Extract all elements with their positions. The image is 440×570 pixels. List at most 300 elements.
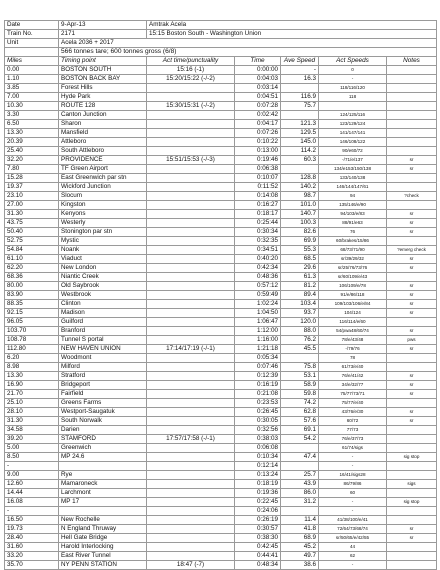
time-cell: 0:48:34	[235, 561, 281, 570]
notes-cell	[387, 174, 437, 183]
timing-point-cell: MP 17	[59, 498, 147, 507]
miles-cell: 5.00	[5, 444, 59, 453]
ave-speed-cell	[281, 84, 319, 93]
act-speeds-cell: 75/77/e/40	[319, 399, 387, 408]
miles-cell: 68.36	[5, 273, 59, 282]
timing-point-cell: Mamaroneck	[59, 480, 147, 489]
table-row	[5, 264, 437, 273]
timing-point-cell: Hyde Park	[59, 93, 147, 102]
act-time-cell	[147, 390, 235, 399]
act-time-cell	[147, 138, 235, 147]
table-row	[5, 354, 437, 363]
table-row	[5, 210, 437, 219]
act-time-cell	[147, 183, 235, 192]
notes-cell	[387, 516, 437, 525]
act-time-cell	[147, 210, 235, 219]
time-cell: 0:23:53	[235, 399, 281, 408]
timing-point-cell: Stratford	[59, 372, 147, 381]
act-time-cell	[147, 489, 235, 498]
ave-speed-cell: 55.3	[281, 246, 319, 255]
col-act-time: Act time/punctuality	[147, 57, 235, 66]
notes-cell	[387, 435, 437, 444]
act-time-cell	[147, 291, 235, 300]
timing-point-cell: New Rochelle	[59, 516, 147, 525]
time-cell: 0:07:28	[235, 102, 281, 111]
miles-cell: 7.00	[5, 93, 59, 102]
ave-speed-cell	[281, 165, 319, 174]
act-speeds-cell: -	[319, 453, 387, 462]
notes-cell: sr	[387, 282, 437, 291]
col-act-speeds: Act Speeds	[319, 57, 387, 66]
notes-cell	[387, 93, 437, 102]
time-cell: 0:57:12	[235, 282, 281, 291]
table-row	[5, 363, 437, 372]
miles-cell: 27.00	[5, 201, 59, 210]
act-time-cell	[147, 201, 235, 210]
act-time-cell	[147, 93, 235, 102]
ave-speed-cell: 89.4	[281, 291, 319, 300]
miles-cell: 12.60	[5, 480, 59, 489]
miles-cell: 13.30	[5, 129, 59, 138]
miles-cell: 61.10	[5, 255, 59, 264]
miles-cell: 83.90	[5, 291, 59, 300]
table-row	[5, 543, 437, 552]
miles-cell: 10.30	[5, 102, 59, 111]
timing-point-cell: East River Tunnel	[59, 552, 147, 561]
miles-cell: 31.30	[5, 417, 59, 426]
ave-speed-cell	[281, 444, 319, 453]
miles-cell: 23.10	[5, 192, 59, 201]
miles-cell: 54.84	[5, 246, 59, 255]
act-speeds-cell: 34/e/32/77	[319, 381, 387, 390]
timing-point-cell: PROVIDENCE	[59, 156, 147, 165]
act-speeds-cell: 61/74/sigs	[319, 444, 387, 453]
miles-cell: 31.60	[5, 543, 59, 552]
act-speeds-cell: 146/108/122	[319, 138, 387, 147]
act-time-cell	[147, 516, 235, 525]
time-cell: 0:26:19	[235, 516, 281, 525]
act-speeds-cell: -	[319, 507, 387, 516]
notes-cell: sr	[387, 309, 437, 318]
timing-point-cell: Mystic	[59, 237, 147, 246]
ave-speed-cell: 88.0	[281, 327, 319, 336]
miles-cell: 13.30	[5, 372, 59, 381]
ave-speed-cell: 45.2	[281, 543, 319, 552]
ave-speed-cell: 59.8	[281, 390, 319, 399]
notes-cell	[387, 318, 437, 327]
act-speeds-cell: 76/e/37/73	[319, 435, 387, 444]
act-time-cell	[147, 255, 235, 264]
ave-speed-cell: 69.1	[281, 426, 319, 435]
act-time-cell	[147, 147, 235, 156]
act-time-cell: 15:51/15:53 (-/-3)	[147, 156, 235, 165]
act-speeds-cell: 94	[319, 192, 387, 201]
header-row-date	[5, 21, 437, 30]
time-cell: 0:16:19	[235, 381, 281, 390]
act-time-cell	[147, 282, 235, 291]
act-time-cell	[147, 552, 235, 561]
timing-point-cell: Kingston	[59, 201, 147, 210]
miles-cell: 16.50	[5, 516, 59, 525]
table-row	[5, 246, 437, 255]
time-cell: 0:42:45	[235, 543, 281, 552]
act-speeds-cell: 72/64/73/68/74	[319, 525, 387, 534]
act-speeds-cell: 77/73	[319, 426, 387, 435]
act-speeds-cell: 106/109/e/78	[319, 282, 387, 291]
timing-point-cell: Guilford	[59, 318, 147, 327]
time-cell: 0:38:30	[235, 534, 281, 543]
ave-speed-cell	[281, 462, 319, 471]
notes-cell	[387, 489, 437, 498]
notes-cell: sr	[387, 156, 437, 165]
miles-cell: 20.39	[5, 138, 59, 147]
notes-cell	[387, 75, 437, 84]
timing-point-cell: Milford	[59, 363, 147, 372]
act-time-cell	[147, 462, 235, 471]
miles-cell: 34.58	[5, 426, 59, 435]
timing-point-cell: TF Green Airport	[59, 165, 147, 174]
act-speeds-cell	[319, 102, 387, 111]
time-cell: 0:18:17	[235, 210, 281, 219]
ave-speed-cell: 61.3	[281, 273, 319, 282]
time-cell: 0:32:35	[235, 237, 281, 246]
act-time-cell	[147, 543, 235, 552]
table-row	[5, 156, 437, 165]
act-speeds-cell: 76	[319, 228, 387, 237]
table-row	[5, 129, 437, 138]
miles-cell: 8.50	[5, 453, 59, 462]
notes-cell	[387, 84, 437, 93]
act-speeds-cell: 0	[319, 66, 387, 75]
time-cell: 1:12:00	[235, 327, 281, 336]
ave-speed-cell: 31.2	[281, 498, 319, 507]
time-cell: 0:06:38	[235, 165, 281, 174]
time-cell: 0:25:44	[235, 219, 281, 228]
timing-point-cell: Mansfield	[59, 129, 147, 138]
table-row	[5, 318, 437, 327]
notes-cell	[387, 426, 437, 435]
time-cell: 0:00:00	[235, 66, 281, 75]
act-time-cell	[147, 120, 235, 129]
miles-cell: 31.30	[5, 210, 59, 219]
timing-point-cell: Woodmont	[59, 354, 147, 363]
time-cell: 0:34:51	[235, 246, 281, 255]
timing-point-cell: Harold Interlocking	[59, 543, 147, 552]
timing-point-cell: Darien	[59, 426, 147, 435]
timing-point-cell: Niantic Creek	[59, 273, 147, 282]
ave-speed-cell: 75.7	[281, 102, 319, 111]
timing-point-cell	[59, 507, 147, 516]
ave-speed-cell: 11.4	[281, 516, 319, 525]
table-row	[5, 309, 437, 318]
miles-cell: 3.30	[5, 111, 59, 120]
table-row	[5, 489, 437, 498]
notes-cell	[387, 543, 437, 552]
miles-cell: 6.20	[5, 354, 59, 363]
act-time-cell: 18:47 (-7)	[147, 561, 235, 570]
act-speeds-cell: sr/50/65/e/42/55	[319, 534, 387, 543]
act-speeds-cell: 91/e/86/118	[319, 291, 387, 300]
column-header-row	[5, 57, 437, 66]
act-time-cell: 15:16 (-1)	[147, 66, 235, 75]
notes-cell: sr	[387, 219, 437, 228]
timing-point-cell: Rye	[59, 471, 147, 480]
act-speeds-cell: 76/e/41/42	[319, 372, 387, 381]
miles-cell: 62.20	[5, 264, 59, 273]
time-cell: 0:07:26	[235, 129, 281, 138]
notes-cell	[387, 183, 437, 192]
miles-cell: 52.75	[5, 237, 59, 246]
notes-cell	[387, 201, 437, 210]
act-speeds-cell: -	[319, 498, 387, 507]
time-cell: 0:13:00	[235, 147, 281, 156]
col-miles: Miles	[5, 57, 59, 66]
time-cell: 0:19:36	[235, 489, 281, 498]
table-row	[5, 426, 437, 435]
miles-cell: 96.05	[5, 318, 59, 327]
act-time-cell	[147, 219, 235, 228]
miles-cell: 7.80	[5, 165, 59, 174]
ave-speed-cell: 86.0	[281, 489, 319, 498]
table-row	[5, 336, 437, 345]
timing-point-cell: NY PENN STATION	[59, 561, 147, 570]
timing-point-cell: Larchmont	[59, 489, 147, 498]
act-time-cell: 15:20/15:22 (-/-2)	[147, 75, 235, 84]
time-cell: 0:19:46	[235, 156, 281, 165]
notes-cell: sr	[387, 525, 437, 534]
time-cell: 0:16:27	[235, 201, 281, 210]
miles-cell: -	[5, 462, 59, 471]
notes-cell	[387, 66, 437, 75]
act-time-cell	[147, 237, 235, 246]
ave-speed-cell: 16.3	[281, 75, 319, 84]
act-speeds-cell: -	[319, 462, 387, 471]
miles-cell: 0.00	[5, 66, 59, 75]
timing-point-cell: Madison	[59, 309, 147, 318]
notes-cell	[387, 354, 437, 363]
table-row	[5, 480, 437, 489]
act-time-cell	[147, 471, 235, 480]
act-speeds-cell: -/71/e/137	[319, 156, 387, 165]
act-time-cell	[147, 309, 235, 318]
timing-point-cell: STAMFORD	[59, 435, 147, 444]
act-time-cell	[147, 444, 235, 453]
act-time-cell	[147, 264, 235, 273]
col-time: Time	[235, 57, 281, 66]
notes-cell	[387, 111, 437, 120]
act-speeds-cell: 109/103/106/e/84	[319, 300, 387, 309]
notes-cell	[387, 147, 437, 156]
table-row	[5, 102, 437, 111]
time-cell: 0:42:34	[235, 264, 281, 273]
ave-speed-cell: 140.7	[281, 210, 319, 219]
col-ave-speed: Ave Speed	[281, 57, 319, 66]
ave-speed-cell: 82.6	[281, 228, 319, 237]
table-row	[5, 120, 437, 129]
act-time-cell	[147, 507, 235, 516]
notes-cell	[387, 561, 437, 570]
ave-speed-cell: 41.8	[281, 525, 319, 534]
miles-cell: 50.40	[5, 228, 59, 237]
notes-cell	[387, 444, 437, 453]
act-time-cell	[147, 273, 235, 282]
table-row	[5, 390, 437, 399]
notes-cell	[387, 129, 437, 138]
ave-speed-cell: 75.8	[281, 363, 319, 372]
timing-point-cell: MP 24.6	[59, 453, 147, 462]
miles-cell: 8.98	[5, 363, 59, 372]
act-speeds-cell: 60/72	[319, 417, 387, 426]
table-row	[5, 165, 437, 174]
header-row-unit	[5, 39, 437, 48]
act-speeds-cell: 68/73/71/90	[319, 246, 387, 255]
ave-speed-cell: 121.3	[281, 120, 319, 129]
time-cell: 0:21:08	[235, 390, 281, 399]
table-row	[5, 498, 437, 507]
act-speeds-cell: 123/129/124	[319, 120, 387, 129]
table-row	[5, 381, 437, 390]
time-cell: 0:06:08	[235, 444, 281, 453]
time-cell: 1:06:47	[235, 318, 281, 327]
act-time-cell	[147, 129, 235, 138]
ave-speed-cell: 120.0	[281, 318, 319, 327]
miles-cell: 16.08	[5, 498, 59, 507]
notes-cell: sr	[387, 372, 437, 381]
act-time-cell	[147, 408, 235, 417]
act-speeds-cell: 104/124	[319, 309, 387, 318]
time-cell: 0:32:56	[235, 426, 281, 435]
table-row	[5, 93, 437, 102]
time-cell: 0:10:07	[235, 174, 281, 183]
ave-speed-cell: 74.2	[281, 399, 319, 408]
timing-point-cell: South Norwalk	[59, 417, 147, 426]
ave-speed-cell: -	[281, 66, 319, 75]
timing-point-cell: ROUTE 128	[59, 102, 147, 111]
notes-cell	[387, 507, 437, 516]
notes-cell: sr	[387, 255, 437, 264]
act-speeds-cell: 78	[319, 354, 387, 363]
ave-speed-cell: 43.9	[281, 480, 319, 489]
timing-point-cell: Tunnel S portal	[59, 336, 147, 345]
act-speeds-cell: 116/114/e/60	[319, 318, 387, 327]
act-time-cell	[147, 300, 235, 309]
table-row	[5, 291, 437, 300]
ave-speed-cell: 58.9	[281, 381, 319, 390]
act-time-cell	[147, 354, 235, 363]
table-row	[5, 75, 437, 84]
timing-point-cell: Fairfield	[59, 390, 147, 399]
act-speeds-cell: 133/140/138	[319, 174, 387, 183]
miles-cell: 39.20	[5, 435, 59, 444]
act-time-cell	[147, 336, 235, 345]
act-time-cell: 17:14/17:19 (-/-1)	[147, 345, 235, 354]
miles-cell: 6.50	[5, 120, 59, 129]
notes-cell	[387, 363, 437, 372]
time-cell: 1:04:50	[235, 309, 281, 318]
table-row	[5, 138, 437, 147]
timing-point-cell: South Attleboro	[59, 147, 147, 156]
act-time-cell	[147, 228, 235, 237]
act-speeds-cell: 75/77/73/71	[319, 390, 387, 399]
table-row	[5, 273, 437, 282]
time-cell: 0:12:14	[235, 462, 281, 471]
timing-point-cell: N England Thruway	[59, 525, 147, 534]
act-speeds-cell: 61/73/e/40	[319, 363, 387, 372]
miles-cell: 19.37	[5, 183, 59, 192]
notes-cell: ?check	[387, 192, 437, 201]
header-row-train	[5, 30, 437, 39]
table-row	[5, 417, 437, 426]
notes-cell: ?emerg check	[387, 246, 437, 255]
time-cell: 0:24:06	[235, 507, 281, 516]
act-speeds-cell: 60/brakes/15/86	[319, 237, 387, 246]
act-speeds-cell: 54/pwa48/60/74	[319, 327, 387, 336]
table-row	[5, 372, 437, 381]
train-label: Train No.	[5, 30, 59, 39]
timing-point-cell: Canton Junction	[59, 111, 147, 120]
notes-cell	[387, 462, 437, 471]
table-row	[5, 228, 437, 237]
table-row	[5, 111, 437, 120]
time-cell: 0:30:57	[235, 525, 281, 534]
ave-speed-cell: 98.7	[281, 192, 319, 201]
act-speeds-cell: 135/146/e/90	[319, 201, 387, 210]
notes-cell: sr	[387, 264, 437, 273]
time-cell: 0:05:34	[235, 354, 281, 363]
timing-point-cell: Kenyons	[59, 210, 147, 219]
time-cell: 1:21:18	[235, 345, 281, 354]
col-notes: Notes	[387, 57, 437, 66]
notes-cell: sr	[387, 327, 437, 336]
time-cell: 0:04:03	[235, 75, 281, 84]
act-time-cell	[147, 417, 235, 426]
train-value: 2171	[59, 30, 147, 39]
time-cell: 0:10:34	[235, 453, 281, 462]
notes-cell: sr	[387, 381, 437, 390]
act-speeds-cell: 134/e153/150/138	[319, 165, 387, 174]
table-row	[5, 345, 437, 354]
act-speeds-cell: 118/116/120	[319, 84, 387, 93]
time-cell: 0:11:52	[235, 183, 281, 192]
ave-speed-cell: 103.4	[281, 300, 319, 309]
act-speeds-cell: -	[319, 75, 387, 84]
notes-cell: sr	[387, 408, 437, 417]
act-time-cell	[147, 192, 235, 201]
timing-point-cell: Clinton	[59, 300, 147, 309]
act-speeds-cell: 94/103/e/83	[319, 210, 387, 219]
timing-point-cell: Sharon	[59, 120, 147, 129]
ave-speed-cell: 25.7	[281, 471, 319, 480]
miles-cell: 25.40	[5, 147, 59, 156]
table-row	[5, 219, 437, 228]
act-time-cell	[147, 327, 235, 336]
notes-cell	[387, 237, 437, 246]
act-time-cell: 15:30/15:31 (-/-2)	[147, 102, 235, 111]
act-time-cell	[147, 363, 235, 372]
time-cell: 0:14:08	[235, 192, 281, 201]
miles-cell: 14.44	[5, 489, 59, 498]
timing-point-cell: Slocum	[59, 192, 147, 201]
ave-speed-cell: 68.9	[281, 534, 319, 543]
act-speeds-cell: -/79/76	[319, 345, 387, 354]
miles-cell: 28.10	[5, 408, 59, 417]
ave-speed-cell: 38.6	[281, 561, 319, 570]
act-speeds-cell: 60	[319, 489, 387, 498]
act-time-cell: 17:57/17:58 (-/-1)	[147, 435, 235, 444]
act-speeds-cell: 124/125/116	[319, 111, 387, 120]
ave-speed-cell	[281, 111, 319, 120]
miles-cell: 35.70	[5, 561, 59, 570]
